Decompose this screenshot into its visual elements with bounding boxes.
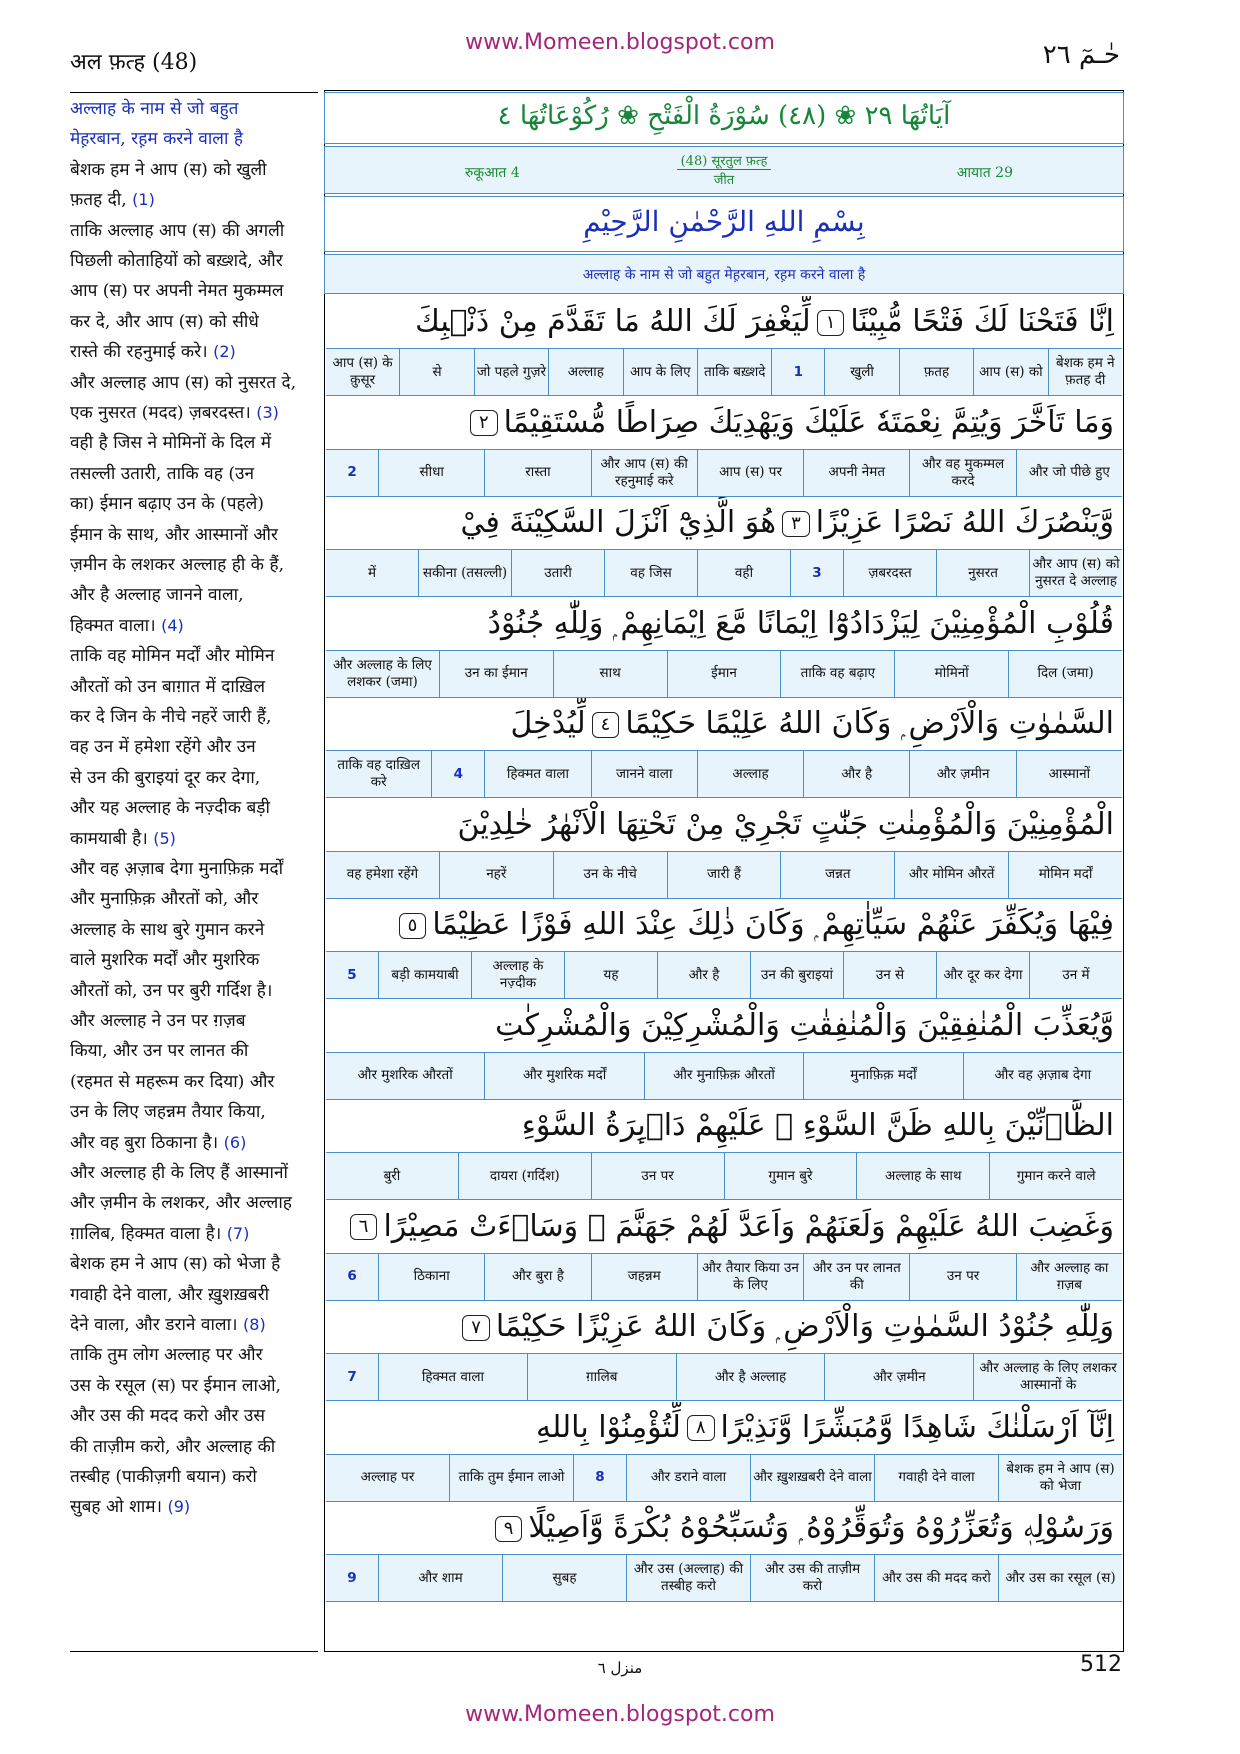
word-meaning-cell: जो पहले गुज़रे [474,349,548,395]
arabic-verse-line [326,1100,1122,1152]
translation-line [70,829,320,849]
word-meaning-cell: और अल्लाह के लिए लशकर आस्मानों के [973,1354,1122,1400]
surah-title-box [324,92,1124,144]
translation-text: अल्लाह के साथ बुरे गुमान करने [70,919,265,940]
word-meaning-cell: खुली [824,349,898,395]
translation-line [70,616,320,636]
translation-line [70,1497,320,1517]
word-meaning-cell: और है [657,952,750,998]
word-meaning-cell: हिक्मत वाला [378,1354,527,1400]
ayah-marker: ٦ [350,1214,378,1240]
word-meaning-cell: और मुशरिक मर्दों [484,1053,643,1099]
translation-text: ईमान के साथ, और आस्मानों और [70,524,278,545]
translation-text: उस के रसूल (स) पर ईमान लाओ, [70,1375,282,1396]
word-meaning-cell: उतारी [511,550,604,596]
word-meaning-cell: वही [697,550,790,596]
word-meaning-cell: ग़ालिब [527,1354,676,1400]
word-meaning-cell: अल्लाह [548,349,622,395]
word-meaning-cell: अल्लाह [697,751,803,797]
translation-line [70,920,320,940]
translation-line [70,1315,320,1335]
surah-title: آيَاتُهَا ٢٩ ❀ (٤٨) سُوْرَةُ الْفَتْحِ ❀ رُكُوْعَاتُهَا ٤ [497,101,951,131]
translation-text: और मुनाफ़िक़ औरतों को, और [70,889,259,910]
arabic-text: وَغَضِبَ اللهُ عَلَيْهِمْ وَلَعَنَهُمْ وَاَعَدَّ لَهُمْ جَهَنَّمَ ۭ وَسَاۗءَتْ مَصِيْرًا [383,1208,1114,1244]
word-meaning-cell: आप (स) के क़ुसूर [332,355,393,388]
word-meaning-cell: दायरा (गर्दिश) [458,1153,591,1199]
translation-line [70,525,320,545]
word-meaning-cell: यह [564,952,657,998]
verse-number-cell: 4 [431,751,484,797]
word-meaning-row [326,1152,1122,1200]
header-surah-name: अल फ़त्ह (48) [70,50,198,75]
word-meaning-cell: मोमिनों [894,651,1008,697]
word-meaning-cell: उन की बुराइयां [750,952,843,998]
word-meaning-cell: और आप (स) की रहनुमाई करे [591,450,697,496]
word-meaning-cell: उन से [843,952,936,998]
translation-text: का) ईमान बढ़ाए उन के (पहले) [70,494,264,515]
word-meaning-cell: बेशक हम ने आप (स) को भेजा [998,1455,1122,1501]
translation-line [70,1437,320,1457]
verse-number: (5) [153,828,176,848]
word-meaning-cell: और वह मुकम्मल करदे [909,450,1015,496]
translation-line [70,737,320,757]
translation-text: रास्ते की रहनुमाई करे। [70,342,208,363]
word-meaning-cell: अल्लाह के नज़्दीक [471,952,564,998]
translation-line [70,1011,320,1031]
word-meaning-cell: और मोमिन औरतें [894,852,1008,898]
translation-line [70,129,320,149]
verse-number: (4) [161,615,184,635]
word-meaning-cell: उन पर [591,1153,724,1199]
translation-text: से उन की बुराइयां दूर कर देगा, [70,767,261,788]
word-meaning-cell: अपनी नेमत [803,450,909,496]
arabic-text: لِّيُدْخِلَ [510,706,586,741]
word-meaning-cell: और है [803,751,909,797]
translation-text: और है अल्लाह जानने वाला, [70,585,244,606]
translation-text: औरतों को, उन पर बुरी गर्दिश है। [70,980,273,1001]
word-meaning-cell: और अल्लाह के लिए लशकर (जमा) [332,656,432,690]
translation-line [70,1163,320,1183]
translation-text: सुबह ओ शाम। [70,1497,163,1518]
word-meaning-cell: मोमिन मर्दों [1008,852,1122,898]
translation-text: और अल्लाह आप (स) को नुसरत दे, [70,372,297,393]
translation-line [70,494,320,514]
ayah-marker: ٧ [462,1315,490,1341]
translation-line [70,1406,320,1426]
ayah-marker: ٢ [470,410,498,436]
verse-number-cell: 6 [347,1268,357,1284]
arabic-verse-line [326,1201,1122,1253]
word-meaning-cell: और उस की ताज़ीम करो [750,1555,874,1601]
ayah-marker: ٩ [495,1516,523,1542]
word-meaning-row [326,1554,1122,1602]
word-meaning-cell: गवाही देने वाला [874,1455,998,1501]
arabic-text: فِيْهَا وَيُكَفِّرَ عَنْهُمْ سَيِّاٰتِهِمْ ۭ وَكَانَ ذٰلِكَ عِنْدَ اللهِ فَوْزًا عَظِيْمًا [432,907,1114,942]
translation-line [70,889,320,909]
word-meaning-cell: ताकि बख़्शदे [697,349,771,395]
translation-text: ताकि तुम लोग अल्लाह पर और [70,1345,263,1366]
word-meaning-row [326,1052,1122,1100]
translation-line [70,859,320,879]
arabic-text: وَرَسُوْلِهٖ وَتُعَزِّرُوْهُ وَتُوَقِّرُوْهُ ۭ وَتُسَبِّحُوْهُ بُكْرَةً وَّاَصِيْلًا [528,1510,1114,1545]
arabic-text: لِّيَغْفِرَ لَكَ اللهُ مَا تَقَدَّمَ مِنْ ذَنْۢبِكَ [415,304,811,339]
word-meaning-cell: ठिकाना [378,1254,484,1300]
word-meaning-cell: बड़ी कामयाबी [378,952,471,998]
arabic-text: اِنَّا فَتَحْنَا لَكَ فَتْحًا مُّبِيْنًا [850,304,1114,339]
translation-text: ताकि वह मोमिन मर्दों और मोमिन [70,646,275,667]
translation-line [70,464,320,484]
arabic-verse-line [326,1000,1122,1052]
word-meaning-cell: और उस की मदद करो [874,1555,998,1601]
word-meaning-cell: दिल (जमा) [1008,651,1122,697]
word-meaning-cell: उन का ईमान [439,651,553,697]
translation-text: कामयाबी है। [70,828,148,849]
translation-text: की ताज़ीम करो, और अल्लाह की [70,1436,276,1457]
arabic-verse-line [326,698,1122,750]
word-meaning-row [326,851,1122,899]
word-meaning-cell: बेशक हम ने फ़तह दी [1048,349,1122,395]
arabic-verse-line [326,799,1122,851]
translation-line [70,1224,320,1244]
translation-line [70,403,320,423]
word-meaning-cell: हिक्मत वाला [484,751,590,797]
translation-text: एक नुसरत (मदद) ज़बरदस्त। [70,403,251,423]
arabic-verse-line [326,899,1122,951]
translation-text: गवाही देने वाला, और ख़ुशख़बरी [70,1284,270,1305]
word-meaning-row [326,750,1122,798]
translation-column [70,92,318,1652]
word-meaning-cell: आस्मानों [1016,751,1122,797]
translation-line [70,1345,320,1365]
translation-line [70,1102,320,1122]
translation-text: वाले मुशरिक मर्दों और मुशरिक [70,950,260,971]
page-number: 512 [1080,1652,1122,1677]
verse-number-cell: 5 [347,966,357,983]
verse-number: (7) [226,1223,250,1243]
translation-text: और यह अल्लाह के नज़्दीक बड़ी [70,798,270,819]
translation-line [70,251,320,271]
translation-line [70,585,320,605]
translation-line [70,221,320,241]
word-meaning-cell: और आप (स) को नुसरत दे अल्लाह [1029,550,1122,596]
word-meaning-cell: वह हमेशा रहेंगे [346,866,419,882]
translation-text: (रहमत से महरूम कर दिया) और [70,1071,275,1092]
translation-text: कर दे, और आप (स) को सीधे [70,311,259,332]
ayah-marker: ٨ [687,1415,715,1441]
translation-text: और अल्लाह ने उन पर ग़ज़ब [70,1011,246,1031]
translation-line [70,342,320,362]
ayah-marker: ١ [817,310,845,336]
translation-line [70,1376,320,1396]
arabic-verse-line [326,1301,1122,1353]
translation-line [70,1133,320,1153]
translation-text: किया, और उन पर लानत की [70,1041,249,1062]
word-meaning-row [326,549,1122,597]
word-meaning-cell: और डराने वाला [626,1455,750,1501]
arabic-text: قُلُوْبِ الْمُؤْمِنِيْنَ لِيَزْدَادُوْٓا اِيْمَانًا مَّعَ اِيْمَانِهِمْ ۭ وَلِلّٰهِ جُنُوْدُ [487,605,1114,641]
verse-number-cell: 7 [347,1368,357,1385]
surah-name-label: (48) सूरतुल फ़त्ह [677,151,772,170]
word-meaning-cell: और ख़ुशख़बरी देने वाला [750,1455,874,1501]
translation-text: और वह बुरा ठिकाना है। [70,1132,219,1153]
word-meaning-cell: और वह अ़ज़ाब देगा [963,1053,1122,1099]
bismillah-hindi-box [324,254,1124,294]
word-meaning-cell: आप (स) पर [697,450,803,496]
word-meaning-cell: और उस (अल्लाह) की तस्बीह करो [626,1555,750,1601]
translation-text: मेह़रबान, रह़म करने वाला है [70,129,243,150]
bismillah-arabic: بِسْمِ اللهِ الرَّحْمٰنِ الرَّحِيْمِ [583,205,865,238]
word-meaning-cell: ताकि वह बढ़ाए [780,651,894,697]
translation-line [70,1254,320,1274]
word-meaning-row [326,650,1122,698]
verse-number-cell: 1 [771,349,824,395]
translation-line [70,281,320,301]
verse-number-cell: 3 [790,550,843,596]
word-meaning-cell: ईमान [667,651,781,697]
verse-number: (6) [223,1132,247,1152]
word-meaning-row [326,348,1122,396]
word-meaning-cell: और तैयार किया उन के लिए [697,1254,803,1300]
translation-line [70,555,320,575]
surah-meaning: जीत [713,173,735,188]
translation-line [70,1041,320,1061]
translation-line [70,1467,320,1487]
header-juz: حٰـمٓ ٢٦ [1042,40,1120,70]
translation-line [70,646,320,666]
word-meaning-cell: और बुरा है [484,1254,590,1300]
word-meaning-cell: साथ [553,651,667,697]
bismillah-arabic-box [324,196,1124,252]
translation-text: आप (स) पर अपनी नेमत मुकम्मल [70,281,284,302]
word-meaning-row [326,1454,1122,1502]
translation-text: फ़तह दी, [70,190,127,211]
translation-line [70,190,320,210]
ruku-count: रुकूआत 4 [465,165,520,181]
translation-text: वह उन में हमेशा रहेंगे और उन [70,737,256,758]
word-meaning-cell: और मुनाफ़िक़ औरतों [644,1053,803,1099]
translation-text: औरतों को उन बाग़ात में दाख़िल [70,676,265,697]
word-meaning-cell: अल्लाह के साथ [856,1153,989,1199]
translation-line [70,677,320,697]
footer-url[interactable]: www.Momeen.blogspot.com [465,1702,775,1727]
translation-line [70,1072,320,1092]
word-meaning-cell: और उस का रसूल (स) [998,1555,1122,1601]
translation-text: तस्बीह (पाकीज़गी बयान) करो [70,1467,257,1487]
verse-number: (2) [213,342,236,362]
word-meaning-cell: गुमान बुरे [724,1153,857,1199]
word-meaning-cell: और अल्लाह का ग़ज़ब [1016,1254,1122,1300]
word-meaning-cell: अल्लाह पर [360,1469,415,1485]
ayat-count: आयात 29 [956,165,1013,181]
word-meaning-cell: उन में [1029,952,1122,998]
translation-line [70,160,320,180]
verse-number: (1) [132,190,155,210]
word-meaning-cell: आप (स) को [973,349,1047,395]
translation-text: पिछली कोताहियों को बख़्शदे, और [70,251,283,271]
arabic-text: وَمَا تَاَخَّرَ وَيُتِمَّ نِعْمَتَهٗ عَلَيْكَ وَيَهْدِيَكَ صِرَاطًا مُّسْتَقِيْمًا [503,404,1114,440]
ayah-marker: ٣ [782,511,810,537]
word-meaning-cell: मुनाफ़िक़ मर्दों [803,1053,962,1099]
word-meaning-cell: सकीना (तसल्ली) [418,550,511,596]
translation-text: उन के लिए जहन्नम तैयार किया, [70,1102,266,1123]
ayah-marker: ٤ [592,712,620,738]
arabic-text: اِنَّآ اَرْسَلْنٰكَ شَاهِدًا وَّمُبَشِّرًا وَّنَذِيْرًا [720,1409,1114,1445]
word-meaning-cell: और दूर कर देगा [936,952,1029,998]
translation-line [70,312,320,332]
verse-number: (9) [167,1497,191,1517]
arabic-text: لِّتُؤْمِنُوْا بِاللهِ [536,1409,681,1445]
word-meaning-cell: और जो पीछे हुए [1016,450,1122,496]
arabic-text: وَلِلّٰهِ جُنُوْدُ السَّمٰوٰتِ وَالْاَرْضِ ۭ وَكَانَ اللهُ عَزِيْزًا حَكِيْمًا [495,1309,1114,1344]
word-meaning-cell: ज़बरदस्त [843,550,936,596]
verse-number-cell: 8 [573,1455,626,1501]
word-meaning-cell: रास्ता [484,450,590,496]
word-meaning-cell: वह जिस [604,550,697,596]
word-meaning-row [326,951,1122,999]
word-meaning-cell: और उन पर लानत की [803,1254,909,1300]
arabic-text: الْمُؤْمِنِيْنَ وَالْمُؤْمِنٰتِ جَنّٰتٍ تَجْرِيْ مِنْ تَحْتِهَا الْاَنْهٰرُ خٰلِدِيْنَ [457,806,1114,842]
surah-info-row [324,146,1124,194]
translation-text: ग़ालिब, हिक्मत वाला है। [70,1223,222,1244]
word-meaning-cell: सुबह [502,1555,626,1601]
header-url[interactable]: www.Momeen.blogspot.com [465,30,775,55]
arabic-verse-line [326,497,1122,549]
translation-text: बेशक हम ने आप (स) को भेजा है [70,1254,281,1275]
translation-line [70,433,320,453]
translation-text: वही है जिस ने मोमिनों के दिल में [70,433,272,454]
translation-line [70,707,320,727]
arabic-text: السَّمٰوٰتِ وَالْاَرْضِ ۭ وَكَانَ اللهُ عَلِيْمًا حَكِيْمًا [625,706,1114,741]
footer-manzil: منزل ٦ [597,1659,643,1677]
translation-text: अल्लाह के नाम से जो बहुत [70,99,239,119]
word-meaning-cell: और ज़मीन [909,751,1015,797]
word-meaning-cell: जन्नत [780,852,894,898]
word-meaning-cell: आप के लिए [623,349,697,395]
word-meaning-cell: ताकि तुम ईमान लाओ [449,1455,573,1501]
word-meaning-cell: उन पर [909,1254,1015,1300]
ayah-marker: ٥ [399,913,427,939]
word-meaning-row [326,449,1122,497]
arabic-text: وَّيَنْصُرَكَ اللهُ نَصْرًا عَزِيْزًا [815,505,1114,540]
word-meaning-cell: बुरी [383,1167,401,1184]
word-meaning-cell: और ज़मीन [824,1354,973,1400]
translation-text: और वह अ़ज़ाब देगा मुनाफ़िक़ मर्दों [70,859,284,879]
verse-number-cell: 2 [347,464,357,480]
arabic-text: هُوَ الَّذِيْٓ اَنْزَلَ السَّكِيْنَةَ فِيْ [460,505,777,540]
translation-line [70,768,320,788]
word-meaning-row [326,1353,1122,1401]
word-meaning-cell: से [399,349,473,395]
translation-line [70,798,320,818]
word-meaning-cell: और शाम [378,1555,502,1601]
translation-text: ज़मीन के लशकर अल्लाह ही के हैं, [70,555,285,575]
word-meaning-cell: फ़तह [899,349,973,395]
word-meaning-cell: और मुशरिक औरतों [357,1067,453,1083]
word-meaning-cell: उन के नीचे [553,852,667,898]
translation-text: और अल्लाह ही के लिए हैं आस्मानों [70,1163,288,1183]
translation-text: देने वाला, और डराने वाला। [70,1315,238,1335]
word-meaning-cell: नुसरत [936,550,1029,596]
translation-line [70,981,320,1001]
translation-text: ताकि अल्लाह आप (स) की अगली [70,220,285,241]
arabic-text: الظَّاۗنِّيْنَ بِاللهِ ظَنَّ السَّوْءِ ۭ عَلَيْهِمْ دَاۗىِٕرَةُ السَّوْءِ [521,1108,1114,1143]
word-meaning-cell: ताकि वह दाख़िल करे [337,757,420,790]
arabic-verse-line [326,598,1122,650]
word-meaning-cell: गुमान करने वाले [989,1153,1122,1199]
translation-line [70,1285,320,1305]
bismillah-hindi: अल्लाह के नाम से जो बहुत मेह़रबान, रह़म करने वाला है [582,267,866,283]
translation-line [70,950,320,970]
translation-text: और ज़मीन के लशकर, और अल्लाह [70,1193,292,1214]
verse-number: (8) [243,1315,266,1334]
verse-number-cell: 9 [347,1569,357,1586]
arabic-verse-line [326,1402,1122,1454]
word-meaning-cell: जारी हैं [667,852,781,898]
verse-number: (3) [256,403,279,422]
translation-line [70,99,320,119]
word-meaning-cell: जहन्नम [591,1254,697,1300]
translation-text: और उस की मदद करो और उस [70,1406,265,1427]
word-meaning-cell: नहरें [439,852,553,898]
word-meaning-cell: और है अल्लाह [676,1354,825,1400]
word-meaning-cell: में [367,564,377,581]
translation-text: कर दे जिन के नीचे नहरें जारी हैं, [70,707,272,727]
word-meaning-row [326,1253,1122,1301]
arabic-verse-line [326,1502,1122,1554]
translation-text: हिक्मत वाला। [70,615,156,636]
translation-line [70,373,320,393]
arabic-verse-line [326,296,1122,348]
arabic-verse-line [326,397,1122,449]
translation-text: बेशक हम ने आप (स) को खुली [70,159,267,180]
translation-text: तसल्ली उतारी, ताकि वह (उन [70,463,254,484]
word-meaning-cell: जानने वाला [591,751,697,797]
word-meaning-cell: सीधा [378,450,484,496]
translation-line [70,1193,320,1213]
arabic-text: وَّيُعَذِّبَ الْمُنٰفِقِيْنَ وَالْمُنٰفِقٰتِ وَالْمُشْرِكِيْنَ وَالْمُشْرِكٰتِ [495,1007,1114,1043]
